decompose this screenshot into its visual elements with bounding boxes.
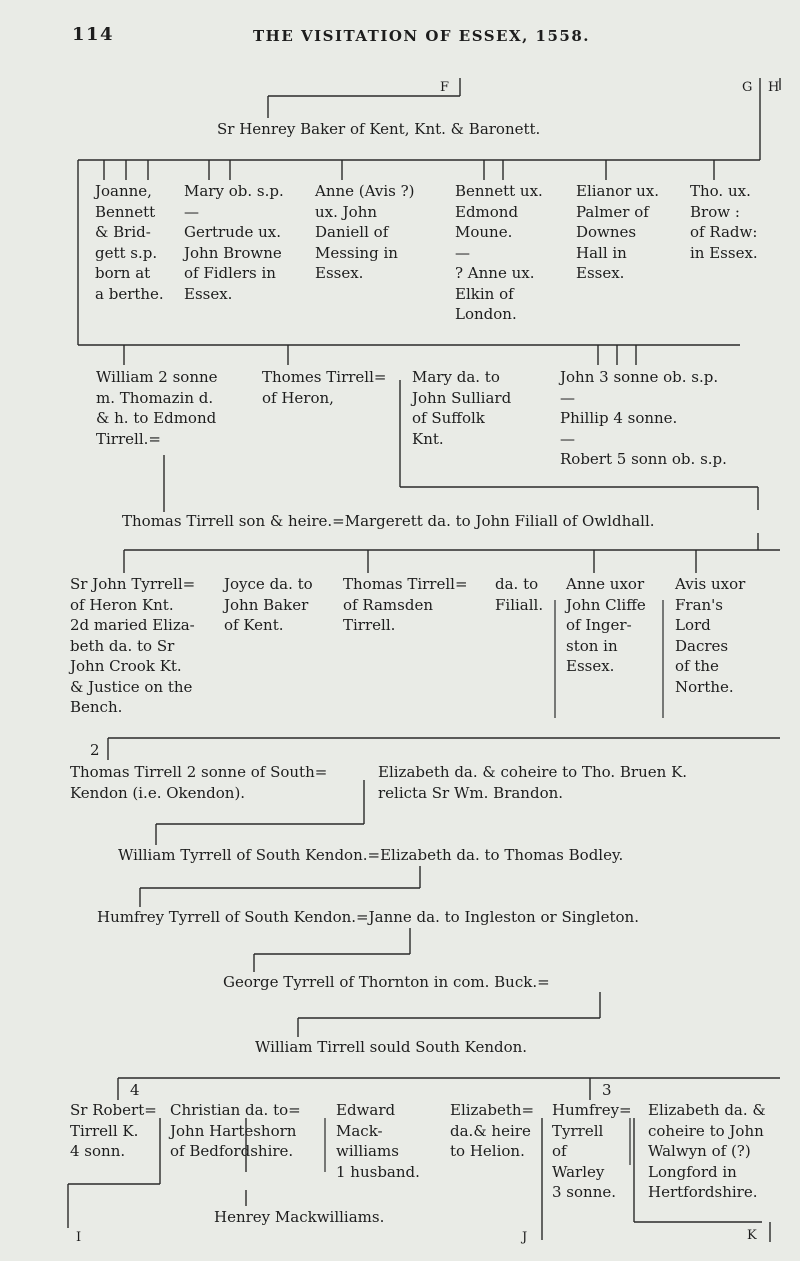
gen1-child-bennett: Bennett ux. Edmond Moune. — ? Anne ux. Elkin of London. <box>455 182 543 323</box>
gen4-anne: Anne uxor John Cliffe of Inger- ston in Essex. <box>566 575 646 675</box>
page-title: THE VISITATION OF ESSEX, 1558. <box>253 27 591 45</box>
gen2-mary: Mary da. to John Sulliard of Suffolk Knt. <box>412 368 512 448</box>
gen1-child-elianor: Elianor ux. Palmer of Downes Hall in Essex. <box>576 182 660 282</box>
gen1-child-mary: Mary ob. s.p. — Gertrude ux. John Browne of Fidlers in Essex. <box>184 182 284 303</box>
gen7-humfrey: Humfrey Tyrrell of South Kendon.=Janne da. to Ingleston or Singleton. <box>97 908 639 926</box>
gen10-robert: Sr Robert= Tirrell K. 4 sonn. <box>70 1101 157 1160</box>
gen1-child-joanne: Joanne, Bennett & Brid- gett s.p. born at a berthe. <box>95 182 164 303</box>
gen11-henrey: Henrey Mackwilliams. <box>214 1208 385 1226</box>
marker-h: H <box>768 80 781 95</box>
gen10-elizabeth-helion: Elizabeth= da.& heire to Helion. <box>450 1101 535 1160</box>
gen3-thomas: Thomas Tirrell son & heire.=Margerett da. to John Filiall of Owldhall. <box>122 512 655 530</box>
marker-k: K <box>747 1228 758 1243</box>
marker-g: G <box>742 80 754 95</box>
marker-3: 3 <box>602 1081 612 1099</box>
gen10-humfrey: Humfrey= Tyrrell of Warley 3 sonne. <box>552 1101 632 1201</box>
gen1-child-anne: Anne (Avis ?) ux. John Daniell of Messing in Essex. <box>315 182 415 282</box>
gen1-father: Sr Henrey Baker of Kent, Knt. & Baronett. <box>217 120 541 138</box>
gen2-john: John 3 sonne ob. s.p. — Phillip 4 sonne. — Robert 5 sonn ob. s.p. <box>560 368 727 468</box>
gen4-john: Sr John Tyrrell= of Heron Knt. 2d maried Eliza- beth da. to Sr John Crook Kt. & Justice on the Bench. <box>70 575 196 716</box>
gen4-joyce: Joyce da. to John Baker of Kent. <box>224 575 313 634</box>
marker-i: I <box>76 1230 83 1245</box>
marker-f: F <box>440 80 451 95</box>
marker-4: 4 <box>130 1081 140 1099</box>
gen4-thomas: Thomas Tirrell= of Ramsden Tirrell. <box>343 575 468 634</box>
gen5-thomas: Thomas Tirrell 2 sonne of South= Kendon (i.e. Okendon). <box>70 763 328 802</box>
gen9-william: William Tirrell sould South Kendon. <box>255 1038 528 1056</box>
gen10-elizabeth-walwyn: Elizabeth da. & coheire to John Walwyn of (?) Longford in Hertfordshire. <box>648 1101 766 1201</box>
gen5-elizabeth: Elizabeth da. & coheire to Tho. Bruen K. relicta Sr Wm. Brandon. <box>378 763 688 802</box>
gen1-child-tho: Tho. ux. Brow : of Radw: in Essex. <box>690 182 758 262</box>
gen2-william: William 2 sonne m. Thomazin d. & h. to Edmond Tirrell.= <box>96 368 218 448</box>
gen4-da: da. to Filiall. <box>495 575 544 614</box>
gen6-william: William Tyrrell of South Kendon.=Elizabeth da. to Thomas Bodley. <box>118 846 624 864</box>
gen2-thomes: Thomes Tirrell= of Heron, <box>262 368 387 407</box>
page-number: 114 <box>72 24 115 45</box>
marker-2: 2 <box>90 741 100 759</box>
gen10-christian: Christian da. to= John Harteshorn of Bedfordshire. <box>170 1101 301 1160</box>
gen8-george: George Tyrrell of Thornton in com. Buck.= <box>223 973 550 991</box>
gen10-edward: Edward Mack- williams 1 husband. <box>336 1101 420 1181</box>
gen4-avis: Avis uxor Fran's Lord Dacres of the Northe. <box>675 575 746 696</box>
marker-j: J <box>522 1230 529 1245</box>
